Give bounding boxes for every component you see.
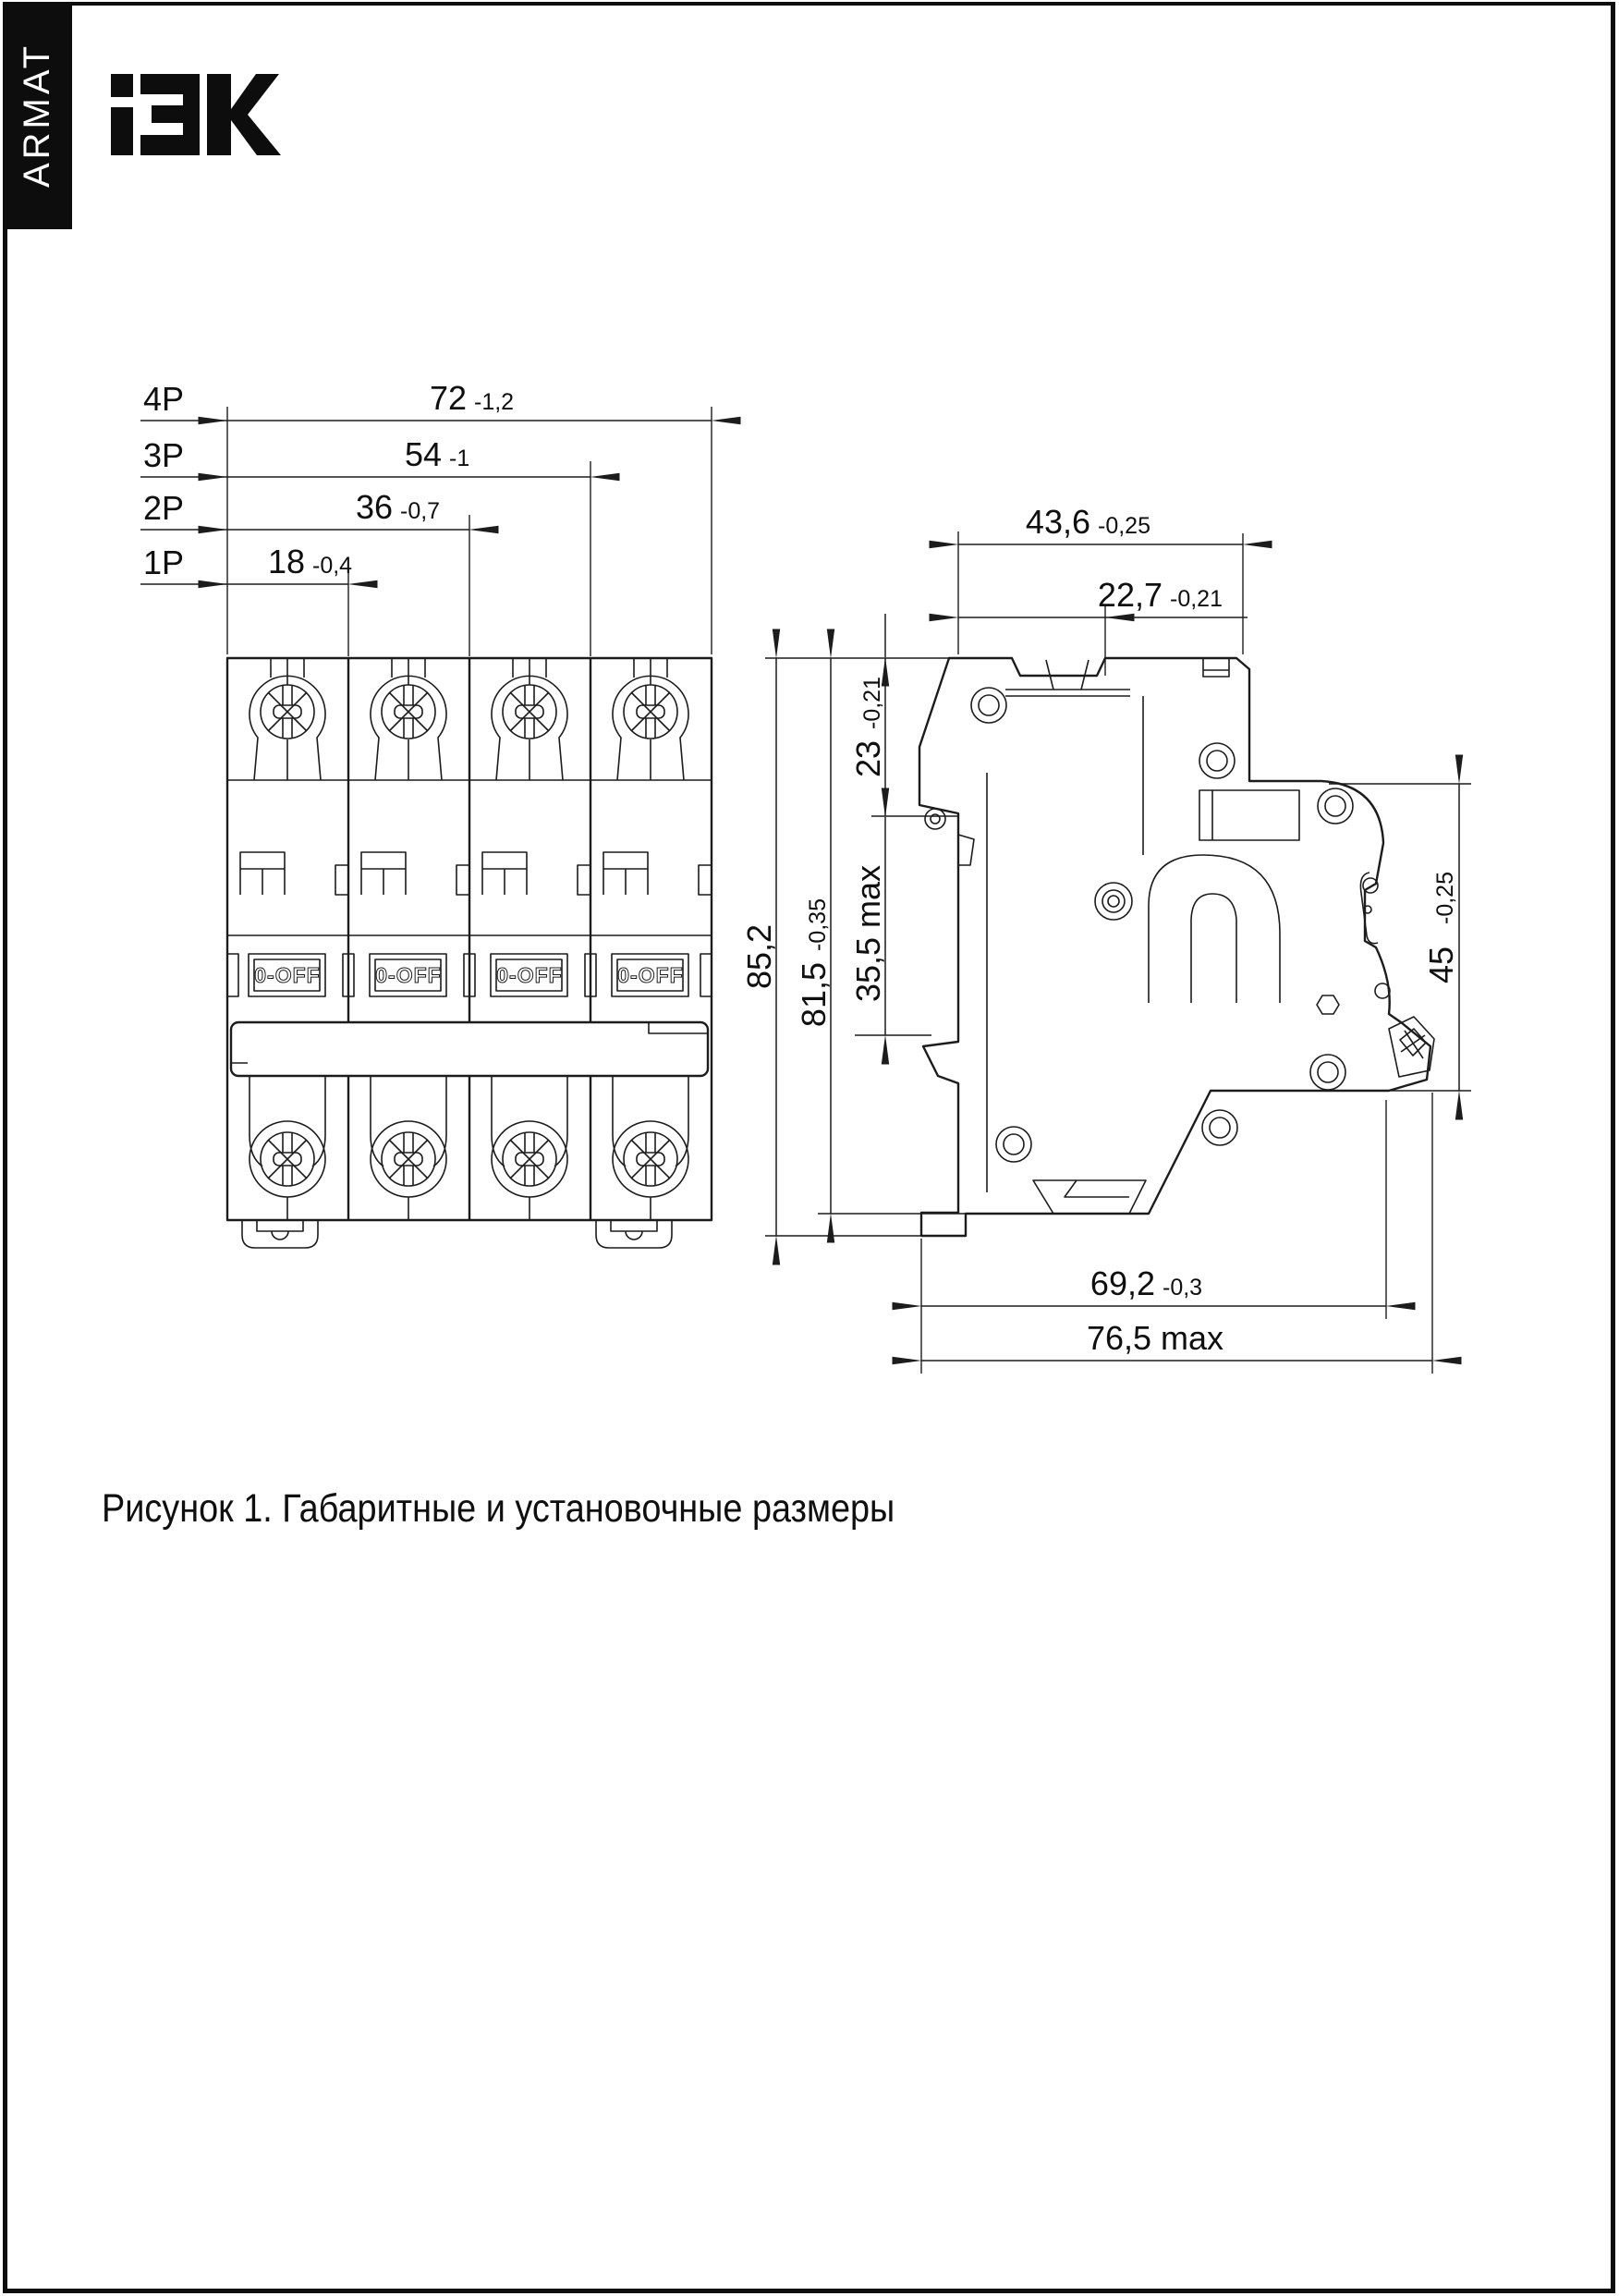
- toggle-label-2: 0-OFF: [375, 963, 442, 987]
- dim-width-4p-tol: -1,2: [474, 389, 515, 415]
- dim-width-1p-tol: -0,4: [312, 553, 353, 579]
- dim-height-overall: 85,2: [740, 923, 778, 990]
- front-tie-bar: [231, 1022, 708, 1076]
- side-dimensions: [740, 503, 1471, 1374]
- dim-depth-top-tol: -0,25: [1098, 513, 1150, 539]
- dim-width-3p: 54: [404, 435, 442, 473]
- dim-height-body-tol: -0,35: [805, 898, 831, 951]
- front-din-feet: [242, 1220, 672, 1248]
- dim-mount-depth: 69,2: [1089, 1264, 1155, 1302]
- dim-width-4p: 72: [429, 379, 467, 417]
- pole-label-1p: 1P: [143, 543, 185, 581]
- dim-front-height-tol: -0,25: [1432, 872, 1458, 924]
- dim-height-body: 81,5: [795, 962, 833, 1028]
- front-latches: [240, 852, 712, 895]
- pole-label-2p: 2P: [143, 489, 185, 527]
- pole-label-3p: 3P: [143, 436, 185, 474]
- toggle-label-4: 0-OFF: [617, 963, 684, 987]
- dim-width-3p-tol: -1: [449, 446, 470, 471]
- dim-width-1p: 18: [267, 543, 305, 580]
- dim-mount-depth-tol: -0,3: [1163, 1275, 1203, 1301]
- toggle-label-1: 0-OFF: [254, 963, 321, 987]
- dim-depth-terminal: 22,7: [1097, 576, 1163, 614]
- figure-caption: Рисунок 1. Габаритные и установочные размеры: [102, 1486, 895, 1531]
- dim-handle-zone: 35,5 max: [849, 864, 887, 1003]
- dim-terminal-zone: 23: [849, 740, 887, 778]
- side-view: [919, 658, 1434, 1236]
- dim-front-height: 45: [1422, 946, 1460, 984]
- dim-depth-terminal-tol: -0,21: [1170, 586, 1223, 612]
- front-extension-lines: [227, 407, 712, 656]
- dim-depth-top: 43,6: [1025, 503, 1090, 541]
- dim-width-2p-tol: -0,7: [400, 498, 441, 524]
- front-dimensions: [140, 379, 712, 656]
- front-view: [227, 658, 712, 1248]
- pole-label-4p: 4P: [143, 380, 185, 418]
- toggle-label-3: 0-OFF: [496, 963, 563, 987]
- dim-terminal-zone-tol: -0,21: [859, 677, 885, 729]
- side-view-details: [925, 658, 1434, 1214]
- series-label: ARMAT: [17, 43, 57, 189]
- dim-max-depth: 76,5 max: [1086, 1319, 1224, 1357]
- dim-width-2p: 36: [355, 488, 393, 526]
